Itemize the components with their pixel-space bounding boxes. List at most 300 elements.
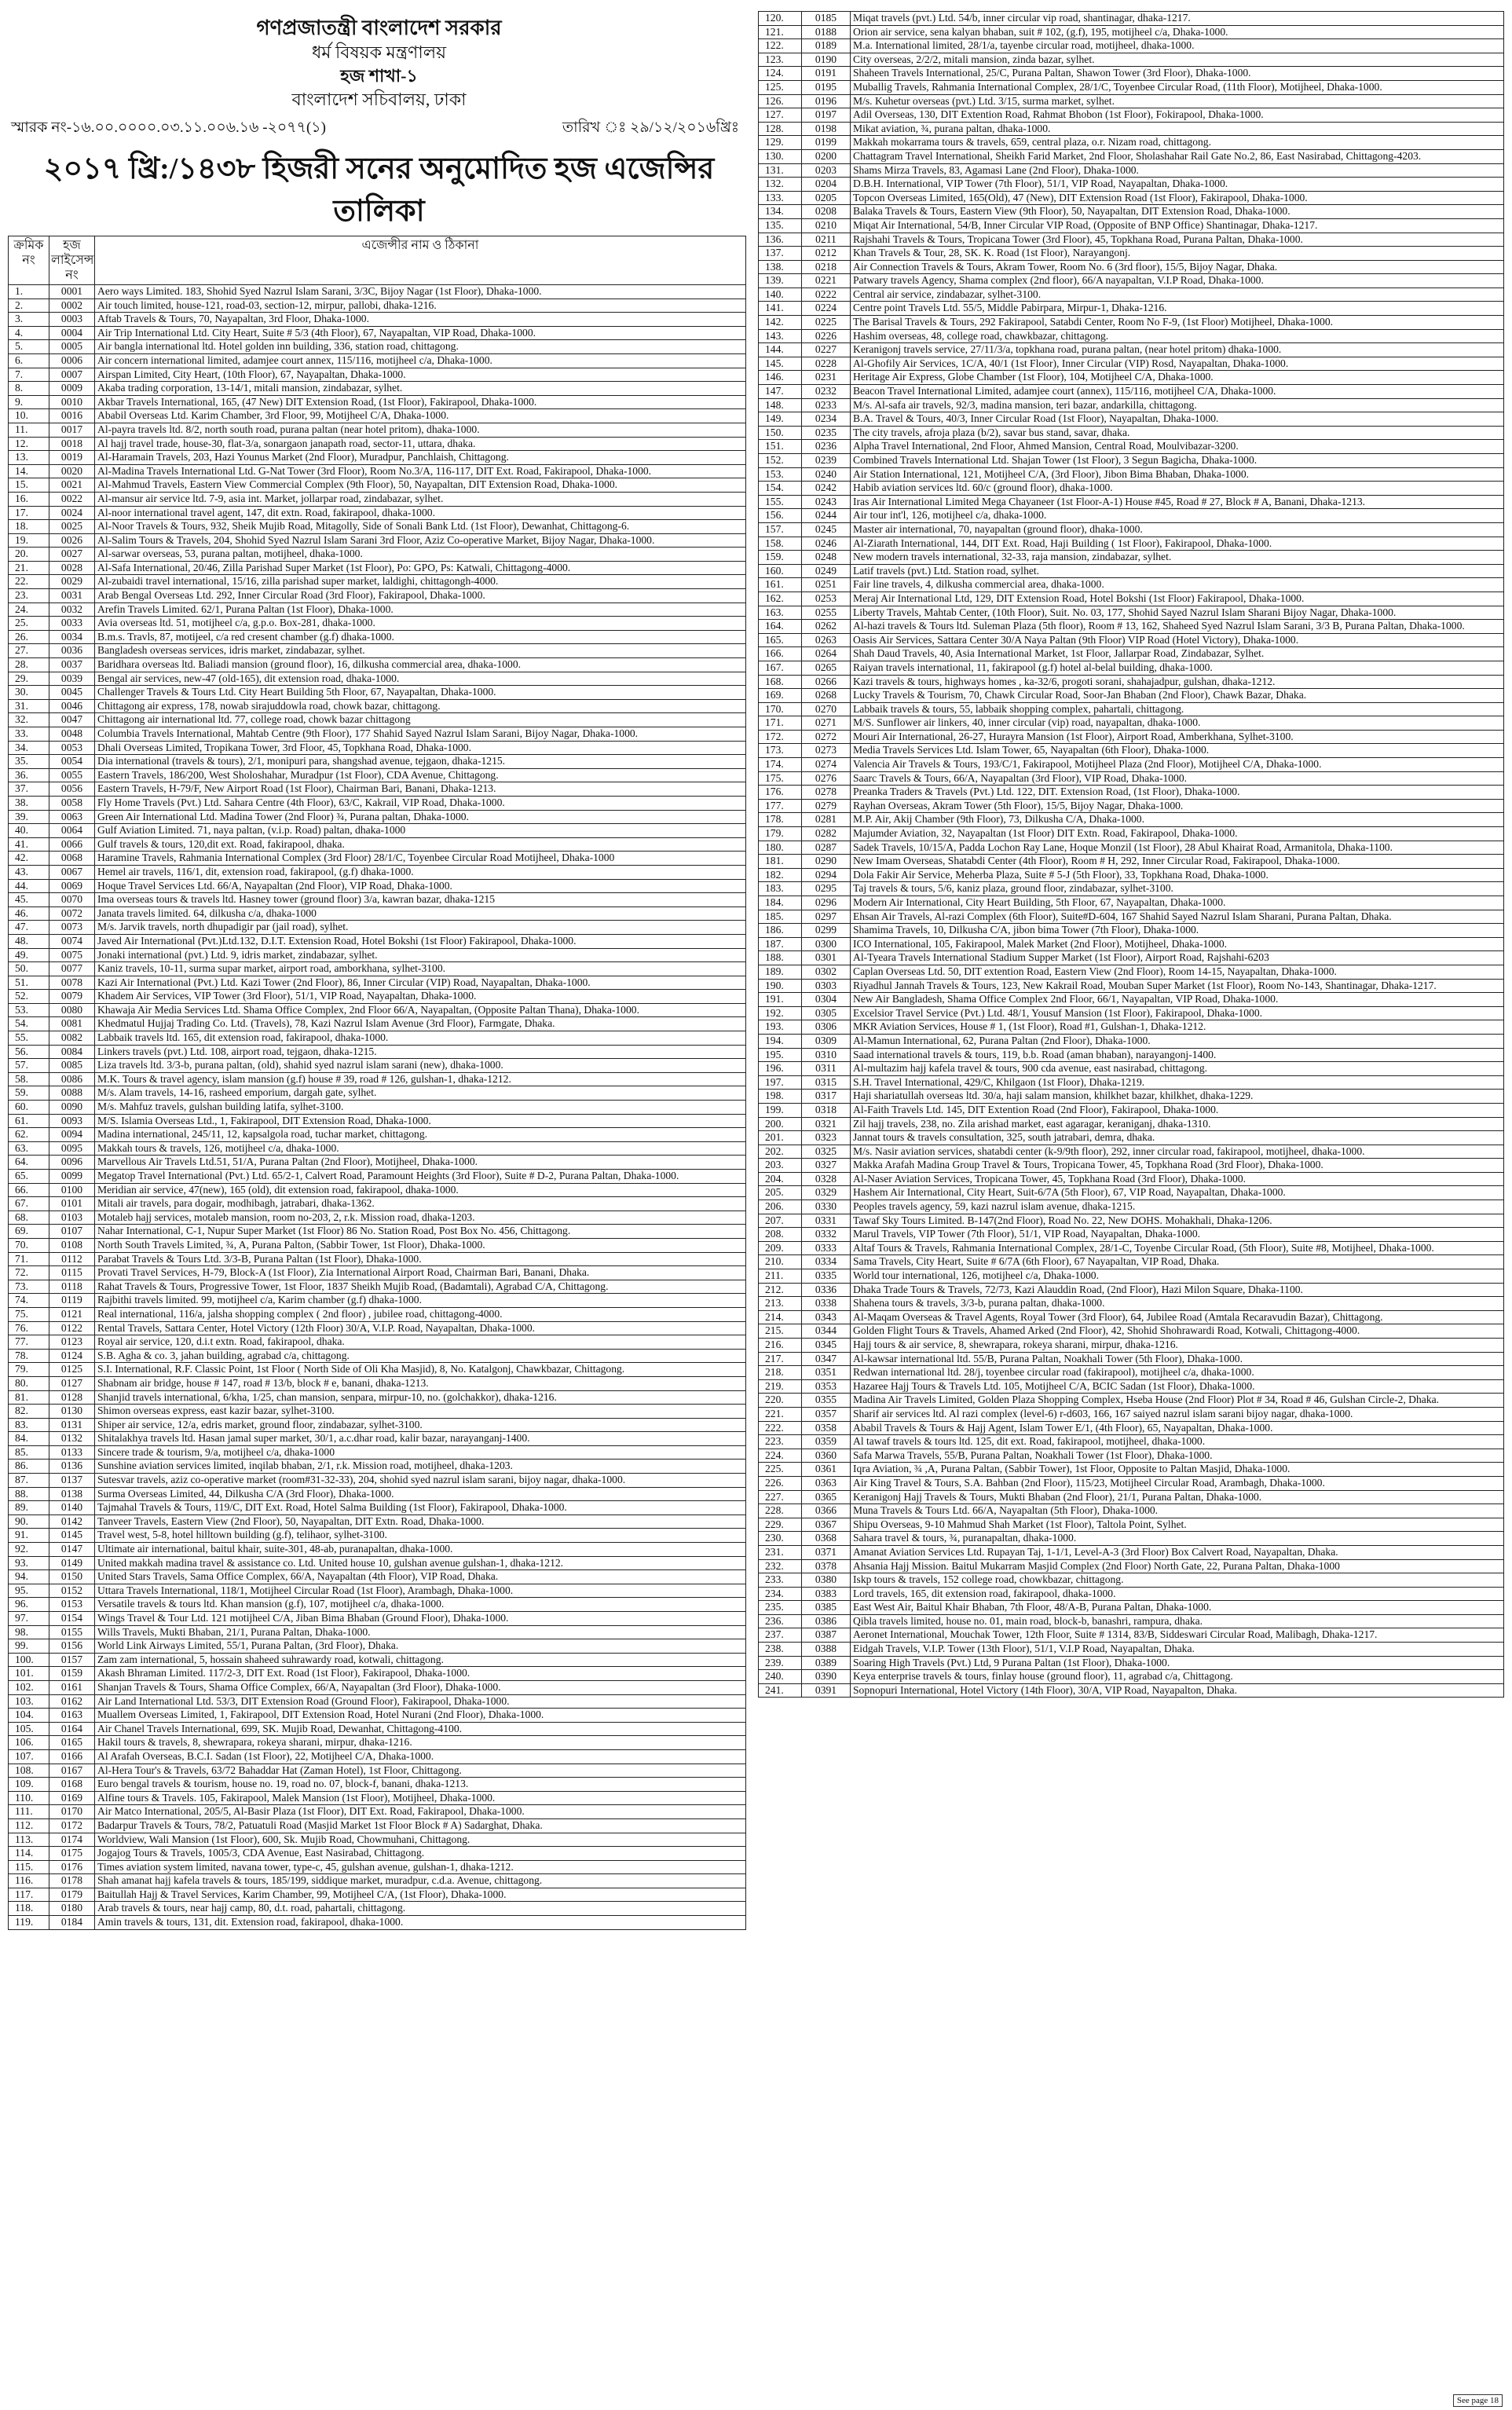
license-cell: 0266: [802, 675, 851, 689]
license-cell: 0010: [49, 395, 95, 409]
serial-cell: 135.: [759, 218, 802, 233]
table-row: [9, 575, 746, 589]
serial-cell: 98.: [9, 1625, 49, 1639]
license-cell: 0363: [802, 1476, 851, 1490]
table-row: [759, 1379, 1504, 1394]
agency-cell: Al-kawsar international ltd. 55/B, Purana Paltan, Noakhali Tower (5th Floor), Dhaka-1000.: [851, 1352, 1504, 1366]
serial-cell: 29.: [9, 672, 49, 686]
agency-cell: Baridhara overseas ltd. Baliadi mansion (ground floor), 16, dilkusha commercial area, dhaka-1000.: [95, 658, 746, 672]
license-cell: 0176: [49, 1860, 95, 1874]
license-cell: 0246: [802, 537, 851, 551]
serial-cell: 173.: [759, 744, 802, 758]
license-cell: 0383: [802, 1587, 851, 1601]
serial-cell: 34.: [9, 741, 49, 755]
agency-cell: Parabat Travels & Tours Ltd. 3/3-B, Purana Paltan (1st Floor), Dhaka-1000.: [95, 1252, 746, 1266]
serial-cell: 112.: [9, 1818, 49, 1833]
license-cell: 0287: [802, 841, 851, 855]
table-row: [9, 299, 746, 313]
license-cell: 0036: [49, 644, 95, 658]
agency-cell: Marul Travels, VIP Tower (7th Floor), 51/1, VIP Road, Nayapaltan, Dhaka-1000.: [851, 1228, 1504, 1242]
table-row: [9, 727, 746, 742]
license-cell: 0154: [49, 1612, 95, 1626]
agency-cell: Al-Tyeara Travels International Stadium Supper Market (1st Floor), Airport Road, Rajshahi-6203: [851, 951, 1504, 965]
table-row: [9, 1736, 746, 1750]
agency-cell: Al-Ziarath International, 144, DIT Ext. Road, Haji Building ( 1st Floor), Fakirapool, Dhaka-1000.: [851, 537, 1504, 551]
table-row: [759, 1172, 1504, 1186]
license-cell: 0227: [802, 343, 851, 357]
serial-cell: 110.: [9, 1791, 49, 1805]
serial-cell: 42.: [9, 852, 49, 866]
license-cell: 0255: [802, 606, 851, 620]
serial-cell: 186.: [759, 924, 802, 938]
serial-cell: 70.: [9, 1238, 49, 1252]
agency-cell: Adil Overseas, 130, DIT Extention Road, Rahmat Bhobon (1st Floor), Fokirapool, Dhaka-1000.: [851, 108, 1504, 123]
agency-cell: World Link Airways Limited, 55/1, Purana Paltan, (3rd Floor), Dhaka.: [95, 1639, 746, 1654]
license-cell: 0278: [802, 786, 851, 800]
serial-cell: 122.: [759, 39, 802, 53]
license-cell: 0391: [802, 1683, 851, 1698]
table-row: [9, 1197, 746, 1211]
table-row: [9, 879, 746, 893]
table-row: [9, 865, 746, 879]
serial-cell: 74.: [9, 1294, 49, 1308]
table-row: [759, 509, 1504, 523]
serial-cell: 25.: [9, 617, 49, 631]
agency-cell: Marvellous Air Travels Ltd.51, 51/A, Purana Paltan (2nd Floor), Motijheel, Dhaka-1000.: [95, 1156, 746, 1170]
license-cell: 0078: [49, 976, 95, 990]
table-row: [759, 122, 1504, 136]
license-cell: 0336: [802, 1283, 851, 1297]
serial-cell: 198.: [759, 1090, 802, 1104]
license-cell: 0166: [49, 1749, 95, 1764]
serial-cell: 7.: [9, 368, 49, 382]
table-row: [759, 247, 1504, 261]
serial-cell: 238.: [759, 1643, 802, 1657]
table-row: [759, 412, 1504, 427]
table-row: [759, 771, 1504, 786]
agency-cell: Ababil Overseas Ltd. Karim Chamber, 3rd Floor, 99, Motijheel C/A, Dhaka-1000.: [95, 409, 746, 423]
license-cell: 0084: [49, 1045, 95, 1059]
agency-cell: Al-Safa International, 20/46, Zilla Parishad Super Market (1st Floor), Po: GPO, Ps: Katwali, Chittagong-4000.: [95, 561, 746, 575]
agency-cell: Gulf travels & tours, 120,dit ext. Road, fakirapool, dhaka.: [95, 837, 746, 852]
serial-cell: 127.: [759, 108, 802, 123]
table-row: [9, 437, 746, 451]
license-cell: 0331: [802, 1214, 851, 1228]
agency-cell: Topcon Overseas Limited, 165(Old), 47 (New), DIT Extension Road (1st Floor), Fakirapool, Dhaka-1000.: [851, 191, 1504, 205]
table-row: [759, 1090, 1504, 1104]
license-cell: 0196: [802, 94, 851, 108]
agency-cell: Iskp tours & travels, 152 college road, chowkbazar, chittagong.: [851, 1573, 1504, 1588]
license-cell: 0006: [49, 353, 95, 368]
license-cell: 0294: [802, 868, 851, 882]
agency-cell: Chittagong air international ltd. 77, college road, chowk bazar chittagong: [95, 713, 746, 727]
license-cell: 0184: [49, 1916, 95, 1930]
serial-cell: 197.: [759, 1075, 802, 1090]
table-row: [759, 1573, 1504, 1588]
table-row: [759, 689, 1504, 703]
serial-cell: 61.: [9, 1114, 49, 1128]
serial-cell: 55.: [9, 1031, 49, 1046]
serial-cell: 205.: [759, 1186, 802, 1200]
license-cell: 0366: [802, 1504, 851, 1518]
serial-cell: 103.: [9, 1694, 49, 1709]
serial-cell: 236.: [759, 1614, 802, 1628]
agency-cell: Balaka Travels & Tours, Eastern View (9th Floor), 50, Nayapaltan, DIT Extension Road, Dhaka-1000.: [851, 205, 1504, 219]
license-cell: 0179: [49, 1888, 95, 1902]
serial-cell: 191.: [759, 993, 802, 1007]
agency-cell: Surma Overseas Limited, 44, Dilkusha C/A (3rd Floor), Dhaka-1000.: [95, 1487, 746, 1501]
agency-cell: Challenger Travels & Tours Ltd. City Heart Building 5th Floor, 67, Nayapaltan, Dhaka-1000.: [95, 686, 746, 700]
table-row: [9, 906, 746, 921]
agency-cell: Badarpur Travels & Tours, 78/2, Patuatuli Road (Masjid Market 1st Floor Block # A) Sadarghat, Dhaka.: [95, 1818, 746, 1833]
serial-cell: 56.: [9, 1045, 49, 1059]
agency-cell: Rental Travels, Sattara Center, Hotel Victory (12th Floor) 30/A, V.I.P. Road, Nayapaltan, Dhaka-1000.: [95, 1321, 746, 1335]
table-row: [759, 53, 1504, 67]
serial-cell: 149.: [759, 412, 802, 427]
serial-cell: 163.: [759, 606, 802, 620]
license-cell: 0088: [49, 1086, 95, 1101]
table-row: [759, 233, 1504, 247]
table-row: [9, 630, 746, 644]
table-row: [759, 1255, 1504, 1269]
license-cell: 0357: [802, 1407, 851, 1421]
table-row: [9, 1639, 746, 1654]
serial-cell: 109.: [9, 1778, 49, 1792]
serial-cell: 53.: [9, 1003, 49, 1017]
serial-cell: 194.: [759, 1034, 802, 1048]
table-row: [9, 962, 746, 976]
table-row: [9, 1238, 746, 1252]
table-row: [759, 495, 1504, 509]
serial-cell: 111.: [9, 1805, 49, 1819]
license-cell: 0128: [49, 1390, 95, 1405]
secretariat-name: বাংলাদেশ সচিবালয়, ঢাকা: [291, 90, 467, 109]
license-cell: 0282: [802, 827, 851, 841]
table-row: [9, 1694, 746, 1709]
license-cell: 0132: [49, 1432, 95, 1446]
serial-cell: 125.: [759, 80, 802, 94]
agency-cell: Ultimate air international, baitul khair, suite-301, 48-ab, puranapaltan, dhaka-1000.: [95, 1543, 746, 1557]
agency-cell: Makkah tours & travels, 126, motijheel c/a, dhaka-1000.: [95, 1141, 746, 1156]
table-row: [9, 1266, 746, 1280]
table-row: [9, 1791, 746, 1805]
agency-cell: M.a. International limited, 28/1/a, tayenbe circular road, motijheel, dhaka-1000.: [851, 39, 1504, 53]
license-cell: 0170: [49, 1805, 95, 1819]
serial-cell: 225.: [759, 1463, 802, 1477]
license-cell: 0124: [49, 1349, 95, 1363]
license-cell: 0251: [802, 578, 851, 592]
agency-cell: Al-multazim hajj kafela travel & tours, 900 cda avenue, east nasirabad, chittagong.: [851, 1062, 1504, 1076]
agency-cell: Wings Travel & Tour Ltd. 121 motijheel C/A, Jiban Bima Bhaban (Ground Floor), Dhaka-1000.: [95, 1612, 746, 1626]
serial-cell: 129.: [759, 136, 802, 150]
table-row: [759, 1421, 1504, 1435]
license-cell: 0123: [49, 1335, 95, 1350]
serial-cell: 46.: [9, 906, 49, 921]
agency-cell: B.A. Travel & Tours, 40/3, Inner Circular Road (1st Floor), Nayapaltan, Dhaka-1000.: [851, 412, 1504, 427]
serial-cell: 213.: [759, 1297, 802, 1311]
serial-cell: 64.: [9, 1156, 49, 1170]
serial-cell: 209.: [759, 1241, 802, 1255]
serial-cell: 16.: [9, 492, 49, 506]
license-cell: 0079: [49, 990, 95, 1004]
serial-cell: 234.: [759, 1587, 802, 1601]
agency-cell: Taj travels & tours, 5/6, kaniz plaza, ground floor, zindabazar, sylhet-3100.: [851, 882, 1504, 896]
serial-cell: 72.: [9, 1266, 49, 1280]
table-row: [759, 260, 1504, 274]
serial-cell: 142.: [759, 316, 802, 330]
serial-cell: 162.: [759, 592, 802, 606]
agency-cell: Haramine Travels, Rahmania International Complex (3rd Floor) 28/1/C, Toyenbee Circular Road Motijheel, Dhaka-1000: [95, 852, 746, 866]
agency-cell: Iqra Aviation, ¾ ,A, Purana Paltan, (Sabbir Tower), 1st Floor, Opposite to Paltan Masjid, Dhaka-1000.: [851, 1463, 1504, 1477]
license-cell: 0360: [802, 1449, 851, 1463]
agency-cell: Madina Air Travels Limited, Golden Plaza Shopping Complex, Hseba House (2nd Floor) Plot # 34, Road # 46, Gulshan Circle-2, Dhaka.: [851, 1394, 1504, 1408]
table-row: [759, 813, 1504, 827]
license-cell: 0281: [802, 813, 851, 827]
license-cell: 0323: [802, 1131, 851, 1145]
agency-cell: Akash Bhraman Limited. 117/2-3, DIT Ext. Road (1st Floor), Fakirapool, Dhaka-1000.: [95, 1667, 746, 1681]
agency-cell: Ima overseas tours & travels ltd. Hasney tower (ground floor) 3/a, kawran bazar, dhaka-1215: [95, 893, 746, 907]
agency-cell: Amanat Aviation Services Ltd. Rupayan Taj, 1-1/1, Level-A-3 (3rd Floor) Box Calvert Road, Nayapaltan, Dhaka.: [851, 1545, 1504, 1559]
license-cell: 0225: [802, 316, 851, 330]
serial-cell: 227.: [759, 1490, 802, 1504]
license-cell: 0100: [49, 1183, 95, 1197]
license-cell: 0108: [49, 1238, 95, 1252]
license-cell: 0161: [49, 1680, 95, 1694]
table-row: [9, 1376, 746, 1390]
serial-cell: 84.: [9, 1432, 49, 1446]
table-row: [759, 661, 1504, 675]
serial-cell: 121.: [759, 25, 802, 39]
agency-cell: Fair line travels, 4, dilkusha commercial area, dhaka-1000.: [851, 578, 1504, 592]
serial-cell: 59.: [9, 1086, 49, 1101]
agency-cell: Provati Travel Services, H-79, Block-A (1st Floor), Zia International Airport Road, Chairman Bari, Banani, Dhaka.: [95, 1266, 746, 1280]
table-row: [759, 80, 1504, 94]
serial-cell: 51.: [9, 976, 49, 990]
serial-cell: 89.: [9, 1501, 49, 1515]
agency-cell: Air Trip International Ltd. City Heart, Suite # 5/3 (4th Floor), 67, Nayapaltan, VIP Road, Dhaka-1000.: [95, 326, 746, 340]
agency-cell: ICO International, 105, Fakirapool, Malek Market (2nd Floor), Motijheel, Dhaka-1000.: [851, 937, 1504, 951]
table-row: [759, 951, 1504, 965]
agency-cell: Al-Noor Travels & Tours, 932, Sheik Mujib Road, Mitagolly, Side of Sonali Bank Ltd. (1st Floor), Dewanhat, Chittagong-6.: [95, 520, 746, 534]
agency-cell: Media Travels Services Ltd. Islam Tower, 65, Nayapaltan (6th Floor), Dhaka-1000.: [851, 744, 1504, 758]
agency-cell: Air tour int'l, 126, motijheel c/a, dhaka-1000.: [851, 509, 1504, 523]
agency-cell: Jogajog Tours & Travels, 1005/3, CDA Avenue, East Nasirabad, Chittagong.: [95, 1847, 746, 1861]
license-cell: 0163: [49, 1709, 95, 1723]
license-cell: 0333: [802, 1241, 851, 1255]
agency-cell: Golden Flight Tours & Travels, Ahamed Arked (2nd Floor), 42, Shohid Shohrawardi Road, Kotwali, Chittagong-4000.: [851, 1324, 1504, 1339]
serial-cell: 200.: [759, 1117, 802, 1131]
agency-cell: S.B. Agha & co. 3, jahan building, agrabad c/a, chittagong.: [95, 1349, 746, 1363]
agency-cell: Nahar International, C-1, Nupur Super Market (1st Floor) 86 No. Station Road, Post Box No. 456, Chittagong.: [95, 1225, 746, 1239]
agency-table-right: [758, 11, 1504, 1698]
license-cell: 0080: [49, 1003, 95, 1017]
license-cell: 0329: [802, 1186, 851, 1200]
table-row: [9, 1156, 746, 1170]
agency-cell: New Air Bangladesh, Shama Office Complex 2nd Floor, 66/1, Nayapaltan, VIP Road, Dhaka-1000.: [851, 993, 1504, 1007]
agency-cell: Versatile travels & tours ltd. Khan mansion (g.f), 107, motijheel c/a, dhaka-1000.: [95, 1598, 746, 1612]
agency-cell: Iras Air International Limited Mega Chayaneer (1st Floor-A-1) House #45, Road # 27, Block # A, Banani, Dhaka-1213.: [851, 495, 1504, 509]
license-cell: 0368: [802, 1532, 851, 1546]
serial-cell: 164.: [759, 620, 802, 634]
license-cell: 0328: [802, 1172, 851, 1186]
agency-cell: Alpha Travel International, 2nd Floor, Ahmed Mansion, Central Road, Moulvibazar-3200.: [851, 440, 1504, 454]
license-cell: 0185: [802, 12, 851, 26]
agency-cell: Hemel air travels, 116/1, dit, extension road, fakirapool, (g.f) dhaka-1000.: [95, 865, 746, 879]
serial-cell: 118.: [9, 1902, 49, 1916]
license-cell: 0152: [49, 1584, 95, 1598]
serial-cell: 47.: [9, 921, 49, 935]
agency-cell: The city travels, afroja plaza (b/2), savar bus stand, savar, dhaka.: [851, 426, 1504, 440]
license-cell: 0138: [49, 1487, 95, 1501]
table-row: [9, 1280, 746, 1294]
serial-cell: 115.: [9, 1860, 49, 1874]
agency-cell: M/S. Sunflower air linkers, 40, inner circular (vip) road, nayapaltan, dhaka-1000.: [851, 716, 1504, 731]
table-row: [759, 1643, 1504, 1657]
table-row: [9, 1349, 746, 1363]
table-row: [759, 149, 1504, 163]
serial-cell: 130.: [759, 149, 802, 163]
table-row: [9, 713, 746, 727]
license-cell: 0359: [802, 1435, 851, 1449]
table-body-right: [759, 12, 1504, 1698]
license-cell: 0072: [49, 906, 95, 921]
license-cell: 0172: [49, 1818, 95, 1833]
license-cell: 0069: [49, 879, 95, 893]
agency-cell: Mouri Air International, 26-27, Hurayra Mansion (1st Floor), Airport Road, Amberkhana, Sylhet-3100.: [851, 730, 1504, 744]
license-cell: 0169: [49, 1791, 95, 1805]
license-cell: 0093: [49, 1114, 95, 1128]
agency-cell: Arefin Travels Limited. 62/1, Purana Paltan (1st Floor), Dhaka-1000.: [95, 602, 746, 617]
license-cell: 0245: [802, 522, 851, 537]
table-row: [9, 451, 746, 465]
serial-cell: 87.: [9, 1474, 49, 1488]
license-cell: 0276: [802, 771, 851, 786]
table-row: [759, 12, 1504, 26]
license-cell: 0017: [49, 423, 95, 437]
agency-cell: Gulf Aviation Limited. 71, naya paltan, (v.i.p. Road) paltan, dhaka-1000: [95, 824, 746, 838]
agency-cell: Master air international, 70, nayapaltan (ground floor), dhaka-1000.: [851, 522, 1504, 537]
license-cell: 0367: [802, 1518, 851, 1532]
agency-cell: Sadek Travels, 10/15/A, Padda Lochon Ray Lane, Hoque Monzil (1st Floor), 28 Abul Khairat Road, Armanitola, Dhaka-1100.: [851, 841, 1504, 855]
serial-cell: 107.: [9, 1749, 49, 1764]
serial-cell: 104.: [9, 1709, 49, 1723]
serial-cell: 189.: [759, 965, 802, 979]
table-row: [759, 316, 1504, 330]
license-cell: 0103: [49, 1210, 95, 1225]
license-cell: 0073: [49, 921, 95, 935]
serial-cell: 146.: [759, 371, 802, 385]
agency-cell: Shanjid travels international, 6/kha, 1/25, chan mansion, senpara, mirpur-10, no. (golchakkor), dhaka-1216.: [95, 1390, 746, 1405]
agency-cell: B.m.s. Travls, 87, motijeel, c/a red cresent chamber (g.f) dhaka-1000.: [95, 630, 746, 644]
agency-cell: Real international, 116/a, jalsha shopping complex ( 2nd floor) , jubilee road, chittagong-4000.: [95, 1307, 746, 1321]
license-cell: 0018: [49, 437, 95, 451]
license-cell: 0234: [802, 412, 851, 427]
serial-cell: 62.: [9, 1128, 49, 1142]
table-row: [759, 371, 1504, 385]
serial-cell: 35.: [9, 755, 49, 769]
license-cell: 0063: [49, 810, 95, 824]
table-row: [9, 1003, 746, 1017]
license-cell: 0248: [802, 551, 851, 565]
license-cell: 0058: [49, 796, 95, 810]
table-row: [9, 1170, 746, 1184]
serial-cell: 150.: [759, 426, 802, 440]
agency-cell: Kazi Air International (Pvt.) Ltd. Kazi Tower (2nd Floor), 86, Inner Circular (VIP) Road, Nayapaltan, Dhaka-1000.: [95, 976, 746, 990]
license-cell: 0271: [802, 716, 851, 731]
table-row: [9, 1584, 746, 1598]
license-cell: 0212: [802, 247, 851, 261]
license-cell: 0107: [49, 1225, 95, 1239]
table-row: [759, 329, 1504, 343]
table-row: [9, 1529, 746, 1543]
serial-cell: 18.: [9, 520, 49, 534]
agency-cell: Kaniz travels, 10-11, surma supar market, airport road, amborkhana, sylhet-3100.: [95, 962, 746, 976]
agency-cell: Shamima Travels, 10, Dilkusha C/A, jibon bima Tower (7th Floor), Dhaka-1000.: [851, 924, 1504, 938]
serial-cell: 14.: [9, 464, 49, 478]
license-cell: 0249: [802, 564, 851, 578]
license-cell: 0064: [49, 824, 95, 838]
license-cell: 0338: [802, 1297, 851, 1311]
agency-cell: The Barisal Travels & Tours, 292 Fakirapool, Satabdi Center, Room No F-9, (1st Floor) Motijheel, Dhaka-1000.: [851, 316, 1504, 330]
serial-cell: 66.: [9, 1183, 49, 1197]
serial-cell: 120.: [759, 12, 802, 26]
serial-cell: 230.: [759, 1532, 802, 1546]
agency-cell: S.I. International, R.F. Classic Point, 1st Floor ( North Side of Oli Kha Masjid), 8, No. Katalgonj, Chawkbazar, Chittagong.: [95, 1363, 746, 1377]
table-row: [759, 1518, 1504, 1532]
table-row: [9, 368, 746, 382]
agency-cell: Amin travels & tours, 131, dit. Extension road, fakirapool, dhaka-1000.: [95, 1916, 746, 1930]
agency-cell: Soaring High Travels (Pvt.) Ltd, 9 Purana Paltan (1st Floor), Dhaka-1000.: [851, 1656, 1504, 1670]
serial-cell: 159.: [759, 551, 802, 565]
agency-cell: Hazaree Hajj Tours & Travels Ltd. 105, Motijheel C/A, BCIC Sadan (1st Floor), Dhaka-1000.: [851, 1379, 1504, 1394]
table-row: [9, 1460, 746, 1474]
table-row: [9, 492, 746, 506]
license-cell: 0037: [49, 658, 95, 672]
table-row: [759, 108, 1504, 123]
agency-cell: Redwan international ltd. 28/j, toyenbee circular road (fakirapool), motijheel c/a, dhaka-1000.: [851, 1366, 1504, 1380]
agency-cell: Hakil tours & travels, 8, shewrapara, rokeya sharani, mirpur, dhaka-1216.: [95, 1736, 746, 1750]
serial-cell: 190.: [759, 979, 802, 993]
table-row: [9, 1860, 746, 1874]
table-row: [9, 1183, 746, 1197]
table-row: [759, 1656, 1504, 1670]
agency-cell: Green Air International Ltd. Madina Tower (2nd Floor) ¾, Purana paltan, Dhaka-1000.: [95, 810, 746, 824]
serial-cell: 174.: [759, 758, 802, 772]
table-row: [759, 1587, 1504, 1601]
license-cell: 0315: [802, 1075, 851, 1090]
agency-cell: Preanka Traders & Travels (Pvt.) Ltd. 122, DIT. Extension Road, (1st Floor), Dhaka-1000.: [851, 786, 1504, 800]
table-row: [759, 1297, 1504, 1311]
table-row: [9, 313, 746, 327]
license-cell: 0147: [49, 1543, 95, 1557]
agency-cell: Uttara Travels International, 118/1, Motijheel Circular Road (1st Floor), Arambagh, Dhaka-1000.: [95, 1584, 746, 1598]
table-row: [9, 326, 746, 340]
license-cell: 0380: [802, 1573, 851, 1588]
license-cell: 0191: [802, 67, 851, 81]
license-cell: 0231: [802, 371, 851, 385]
serial-cell: 23.: [9, 589, 49, 603]
license-cell: 0344: [802, 1324, 851, 1339]
agency-cell: Sharif air services ltd. Al razi complex (level-6) r-d603, 166, 167 saiyed nazrul islam sarani bijoy nagar, dhaka-1000.: [851, 1407, 1504, 1421]
license-cell: 0156: [49, 1639, 95, 1654]
serial-cell: 11.: [9, 423, 49, 437]
license-cell: 0031: [49, 589, 95, 603]
agency-cell: Avia overseas ltd. 51, motijheel c/a, g.p.o. Box-281, dhaka-1000.: [95, 617, 746, 631]
table-row: [9, 1667, 746, 1681]
serial-cell: 81.: [9, 1390, 49, 1405]
license-cell: 0204: [802, 178, 851, 192]
serial-cell: 208.: [759, 1228, 802, 1242]
